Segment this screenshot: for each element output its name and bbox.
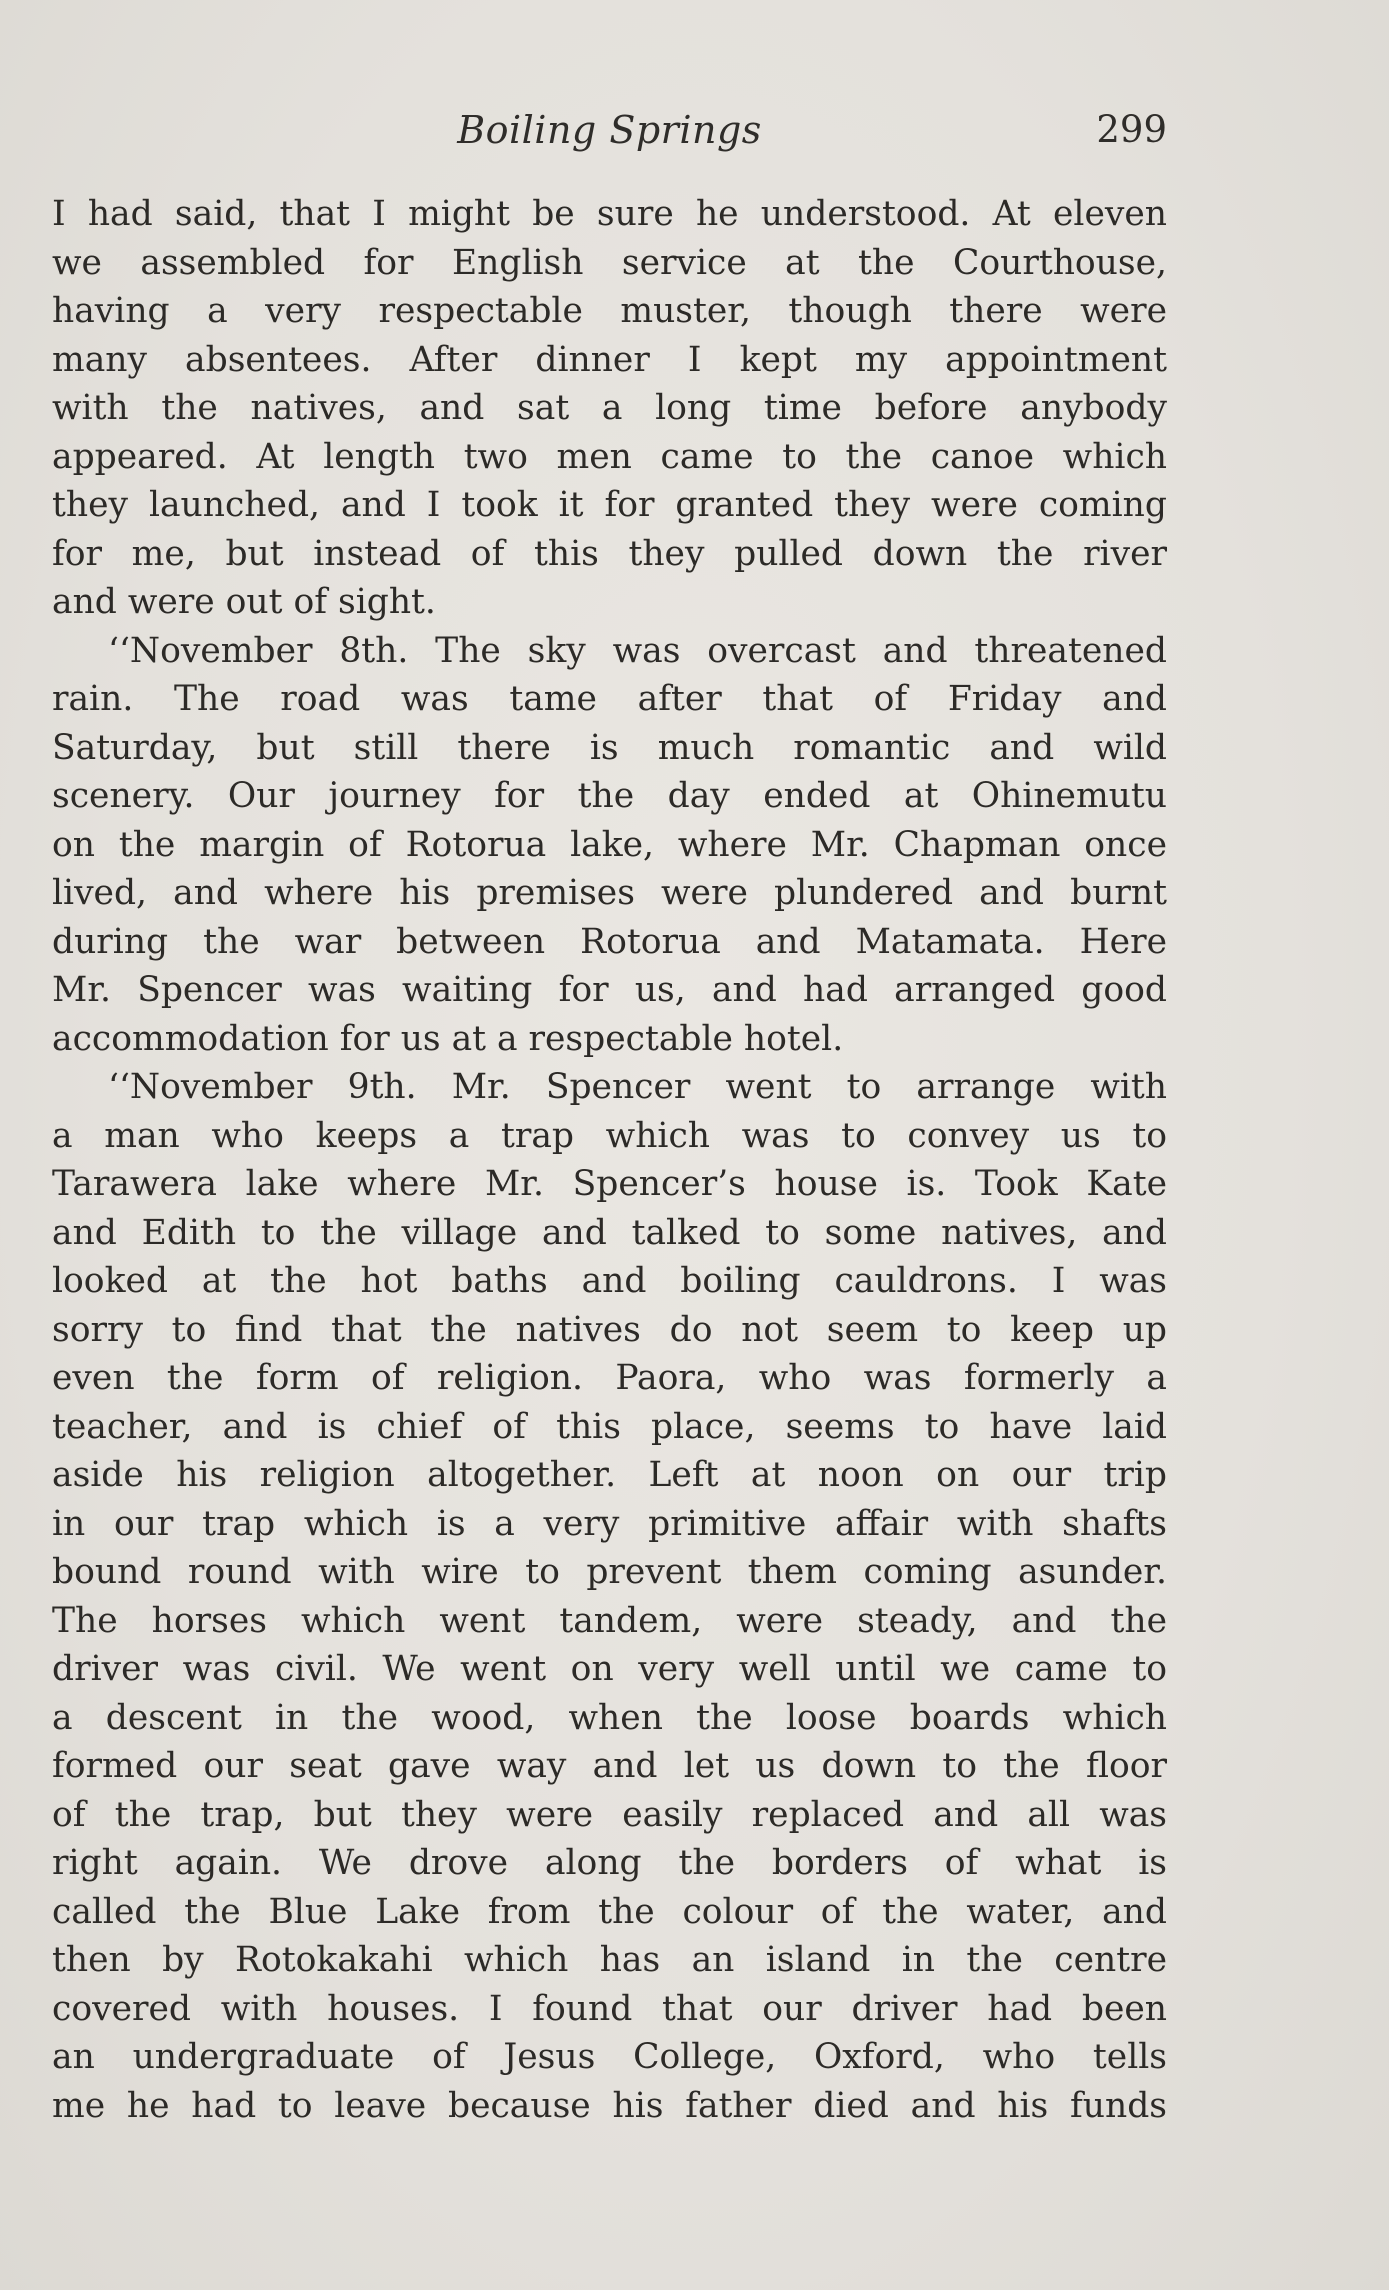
text-line: right again. We drove along the borders of what is bbox=[52, 1843, 1167, 1883]
text-line: appeared. At length two men came to the canoe which bbox=[52, 436, 1167, 477]
text-line: having a very respectable muster, though there were bbox=[52, 291, 1167, 331]
text-line: during the war between Rotorua and Matamata. Here bbox=[52, 921, 1167, 962]
text-line: covered with houses. I found that our driver had been bbox=[52, 1988, 1167, 2029]
text-line: accommodation for us at a respectable hotel. bbox=[52, 1018, 844, 1059]
text-line: ‘‘November 9th. Mr. Spencer went to arrange with bbox=[108, 1067, 1167, 1107]
page-number: 299 bbox=[1096, 108, 1167, 151]
text-line: they launched, and I took it for granted they were coming bbox=[52, 485, 1167, 525]
text-line: scenery. Our journey for the day ended at Ohinemutu bbox=[52, 776, 1167, 816]
text-line: The horses which went tandem, were steady, and the bbox=[52, 1600, 1167, 1641]
text-line: with the natives, and sat a long time before anybody bbox=[52, 388, 1167, 428]
text-line: teacher, and is chief of this place, seems to have laid bbox=[52, 1406, 1167, 1447]
text-line: driver was civil. We went on very well until we came to bbox=[52, 1649, 1167, 1689]
running-head bbox=[52, 108, 1167, 168]
text-line: ‘‘November 8th. The sky was overcast and threatened bbox=[108, 630, 1167, 671]
text-line: rain. The road was tame after that of Friday and bbox=[52, 679, 1167, 719]
text-line: then by Rotokakahi which has an island in the centre bbox=[52, 1940, 1167, 1980]
text-line: formed our seat gave way and let us down to the floor bbox=[52, 1746, 1167, 1786]
body-text bbox=[52, 190, 1167, 2130]
text-line: Mr. Spencer was waiting for us, and had arranged good bbox=[52, 970, 1167, 1010]
text-line: aside his religion altogether. Left at noon on our trip bbox=[52, 1455, 1167, 1495]
text-line: I had said, that I might be sure he understood. At eleven bbox=[52, 194, 1167, 234]
text-line: Tarawera lake where Mr. Spencer’s house is. Took Kate bbox=[52, 1164, 1167, 1204]
text-line: an undergraduate of Jesus College, Oxford, who tells bbox=[52, 2037, 1167, 2077]
text-line: sorry to find that the natives do not seem to keep up bbox=[52, 1309, 1167, 1350]
text-line: me he had to leave because his father died and his funds bbox=[52, 2085, 1167, 2126]
text-line: called the Blue Lake from the colour of the water, and bbox=[52, 1891, 1167, 1932]
text-line: looked at the hot baths and boiling cauldrons. I was bbox=[52, 1261, 1167, 1301]
text-line: for me, but instead of this they pulled down the river bbox=[52, 533, 1167, 574]
text-line: lived, and where his premises were plundered and burnt bbox=[52, 873, 1167, 913]
text-line: a man who keeps a trap which was to convey us to bbox=[52, 1115, 1167, 1156]
text-line: and were out of sight. bbox=[52, 582, 436, 622]
text-line: of the trap, but they were easily replaced and all was bbox=[52, 1794, 1167, 1835]
text-line: a descent in the wood, when the loose boards which bbox=[52, 1697, 1167, 1738]
text-line: bound round with wire to prevent them coming asunder. bbox=[52, 1552, 1167, 1592]
text-line: even the form of religion. Paora, who was formerly a bbox=[52, 1358, 1167, 1398]
text-line: on the margin of Rotorua lake, where Mr. Chapman once bbox=[52, 824, 1167, 865]
running-title: Boiling Springs bbox=[457, 108, 762, 152]
text-line: many absentees. After dinner I kept my appointment bbox=[52, 339, 1167, 380]
text-line: Saturday, but still there is much romantic and wild bbox=[52, 727, 1167, 768]
text-line: we assembled for English service at the Courthouse, bbox=[52, 242, 1167, 283]
text-line: and Edith to the village and talked to some natives, and bbox=[52, 1212, 1167, 1253]
text-line: in our trap which is a very primitive affair with shafts bbox=[52, 1503, 1167, 1544]
